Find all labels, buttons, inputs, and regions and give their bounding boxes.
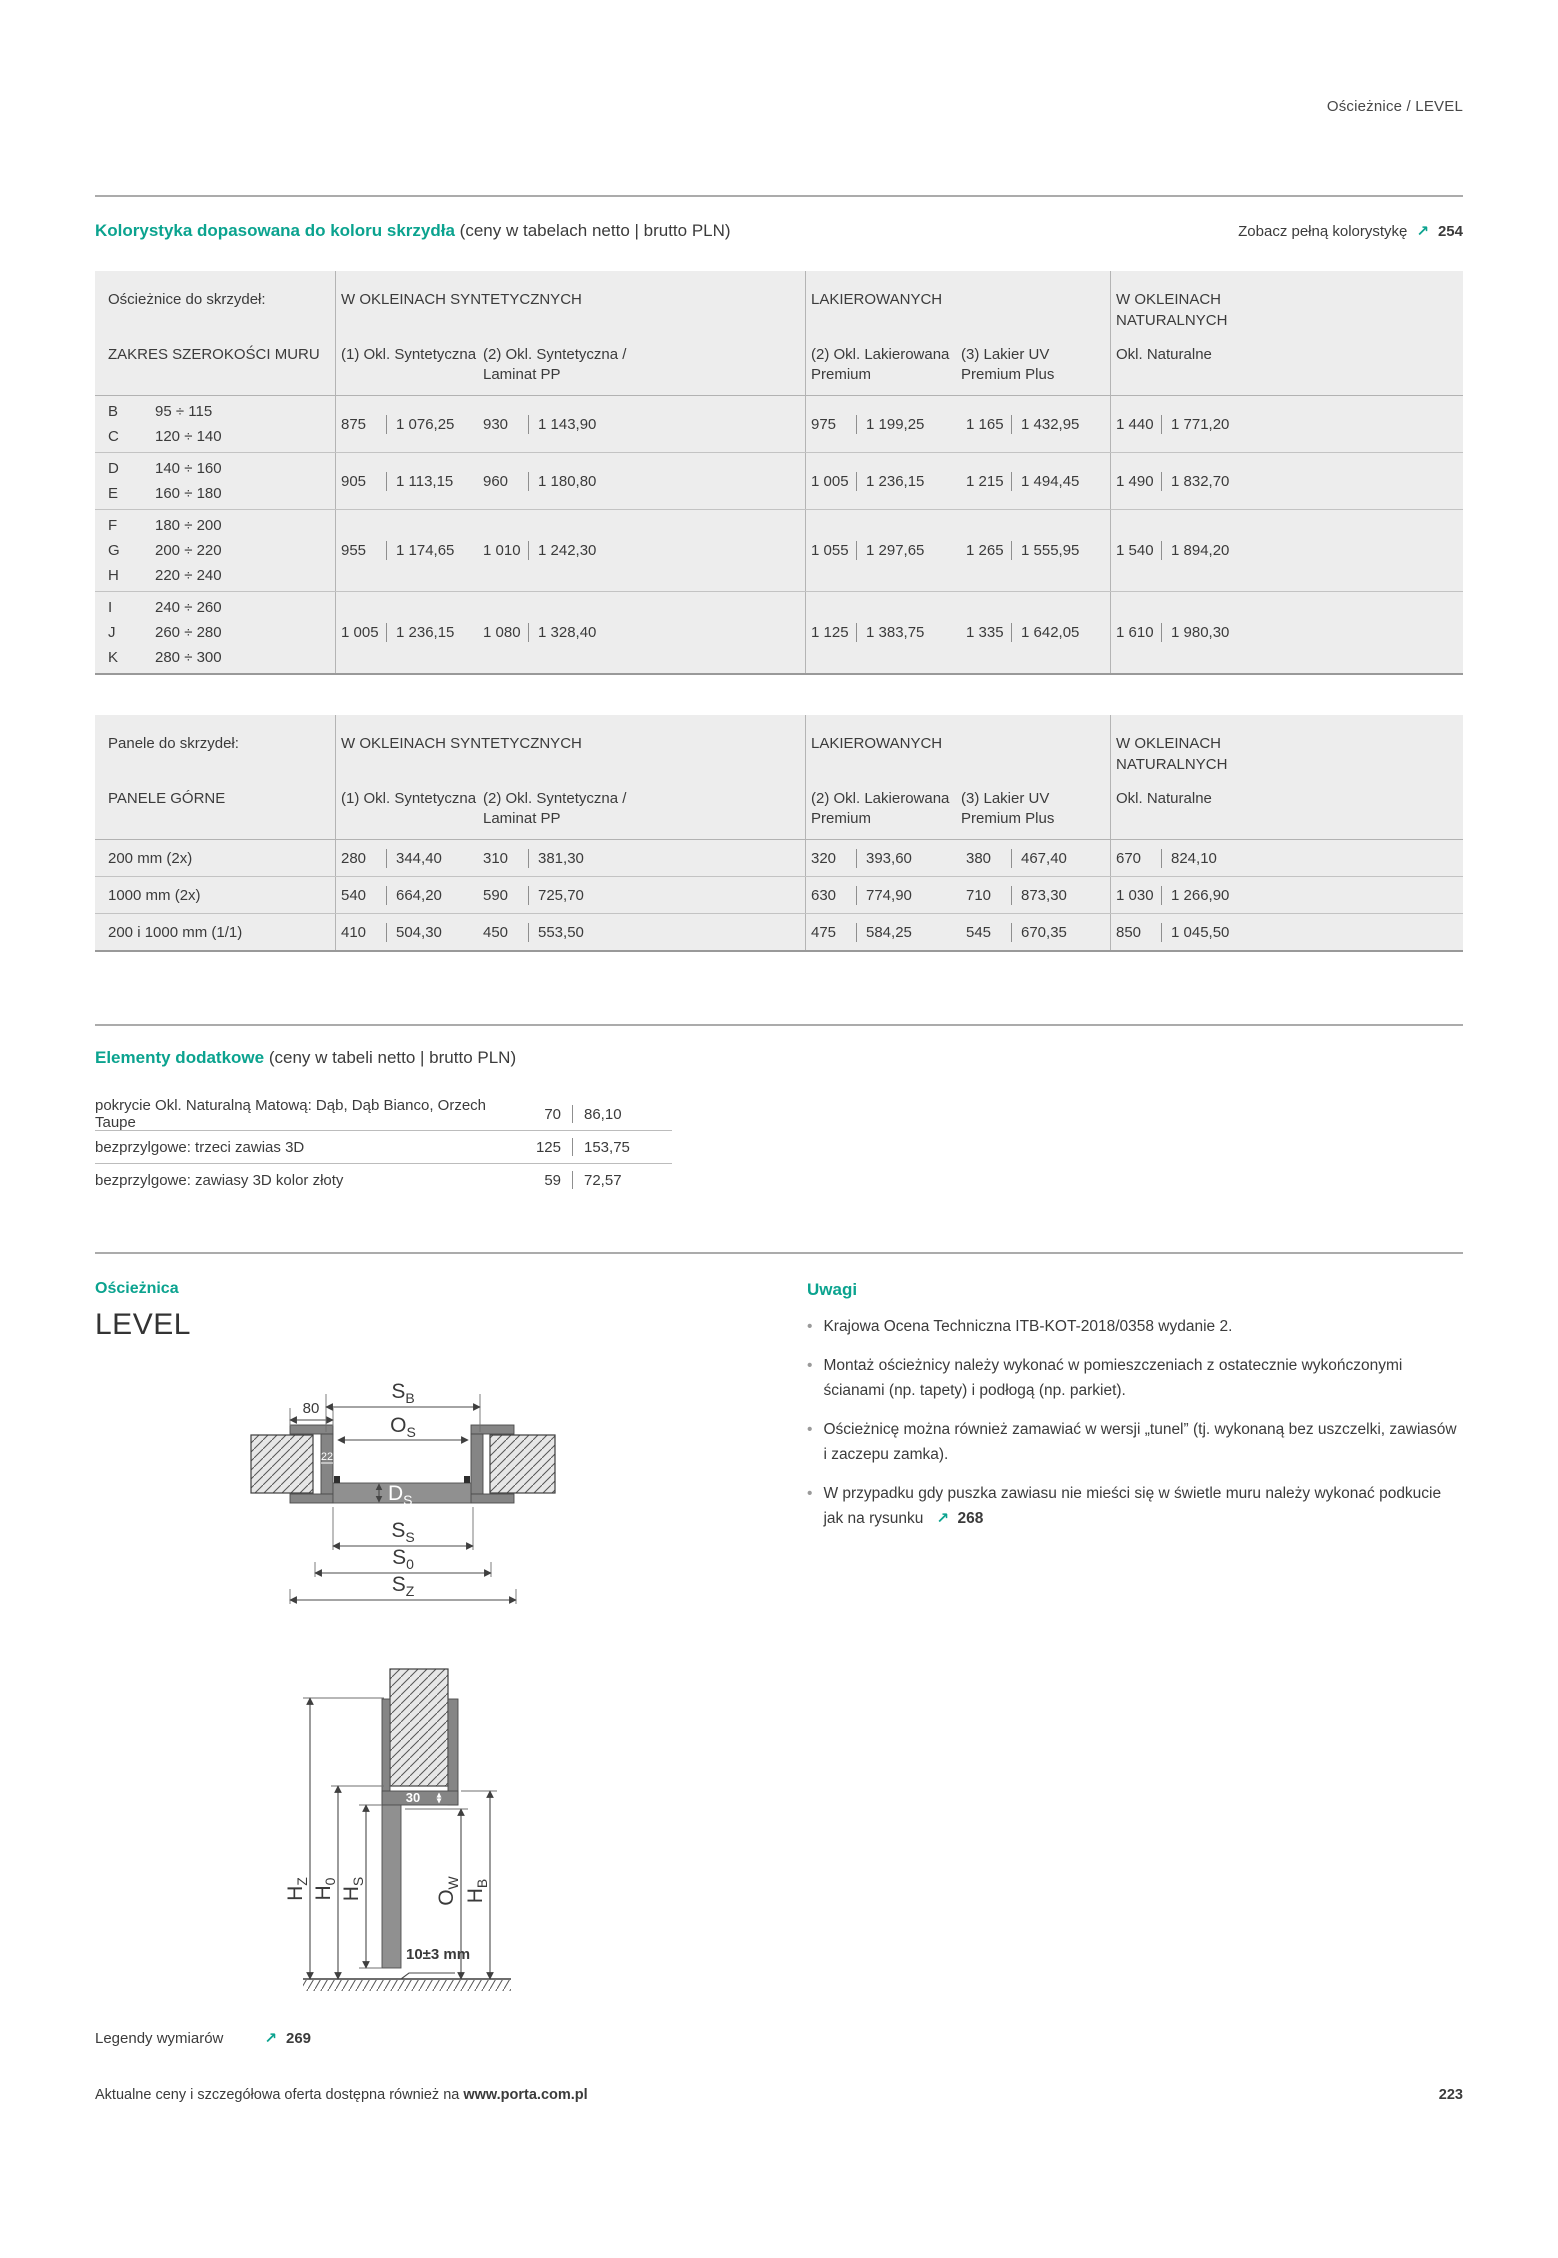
notes-column	[807, 1280, 1463, 2047]
extras-title-subtext: (ceny w tabeli netto | brutto PLN)	[268, 1048, 517, 1067]
svg-text:80: 80	[302, 1400, 320, 1417]
note-item	[807, 1353, 1463, 1403]
arrow-ne-icon: ↗	[936, 1510, 949, 1527]
price-cell: 630 774,90	[811, 886, 912, 904]
extras-title-text: Elementy dodatkowe	[95, 1048, 265, 1067]
wall-right	[490, 1435, 555, 1493]
svg-text:S0: $S_0$	[392, 1546, 414, 1572]
price-cell: 1 055 1 297,65	[811, 542, 925, 559]
price-cell: 1 005 1 236,15	[341, 624, 455, 641]
frames-header-group-natural	[1110, 271, 1463, 395]
table-row	[95, 591, 1463, 673]
dim-hz	[284, 1698, 384, 1979]
bullet-icon: •	[807, 1357, 813, 1374]
frames-price-table	[95, 271, 1463, 675]
col-natural: Okl. Naturalne	[1116, 346, 1212, 363]
size-letter: E	[108, 485, 119, 502]
size-letter: H	[108, 567, 119, 584]
svg-text:SZ: $S_Z$	[391, 1573, 415, 1599]
divider-top	[95, 195, 1463, 197]
extras-netto: 59	[544, 1171, 561, 1189]
table-row	[95, 509, 1463, 591]
price-divider	[572, 1105, 573, 1123]
panel-label: 1000 mm (2x)	[108, 886, 201, 904]
size-range: 140 ÷ 160	[155, 460, 222, 477]
price-cell: 905 1 113,15	[341, 472, 454, 490]
panels-header-group-lacquered	[805, 715, 1110, 839]
wall-left	[251, 1435, 313, 1493]
col-lacquered-premium: (2) Okl. Lakierowana Premium	[811, 346, 950, 383]
breadcrumb: Ościeżnice / LEVEL	[1326, 98, 1463, 115]
size-letter: B	[108, 403, 119, 420]
size-range: 240 ÷ 260	[155, 599, 222, 616]
price-cell: 1 265 1 555,95	[966, 542, 1080, 559]
floor	[303, 1979, 511, 1991]
legend-label[interactable]: Legendy wymiarów	[95, 2030, 224, 2047]
extras-label: pokrycie Okl. Naturalną Matową: Dąb, Dąb Bianco, Orzech Taupe	[95, 1097, 487, 1131]
price-cell: 850 1 045,50	[1116, 923, 1230, 941]
see-full-colors-label[interactable]: Zobacz pełną kolorystykę	[1238, 223, 1408, 240]
frames-header-label	[95, 271, 335, 395]
price-cell: 1 215 1 494,45	[966, 472, 1080, 490]
price-cell: 1 030 1 266,90	[1116, 886, 1230, 904]
size-range: 95 ÷ 115	[155, 403, 213, 420]
extras-table	[95, 1098, 672, 1196]
colors-title-subtext: (ceny w tabelach netto | brutto PLN)	[459, 221, 731, 240]
price-cell: 975 1 199,25	[811, 415, 925, 433]
table-row	[95, 876, 1463, 913]
extras-brutto: 72,57	[584, 1171, 622, 1189]
frames-header-title: Ościeżnice do skrzydeł:	[108, 291, 266, 308]
see-full-colors-link[interactable]	[1238, 222, 1463, 240]
footer-site-link[interactable]: www.porta.com.pl	[463, 2087, 588, 2103]
extras-netto: 70	[544, 1105, 561, 1123]
price-cell: 875 1 076,25	[341, 415, 455, 433]
note-ref-link[interactable]	[928, 1510, 984, 1527]
see-full-colors-page[interactable]: 254	[1437, 223, 1463, 240]
svg-text:HB: $H_B$	[464, 1878, 490, 1904]
price-cell: 1 490 1 832,70	[1116, 472, 1230, 490]
panel-label: 200 i 1000 mm (1/1)	[108, 923, 243, 941]
size-range: 280 ÷ 300	[155, 649, 222, 666]
panels-header-group-natural	[1110, 715, 1463, 839]
frames-header-group-synthetic	[335, 271, 805, 395]
price-cell: 1 080 1 328,40	[483, 624, 597, 641]
price-cell: 410 504,30	[341, 923, 442, 941]
frames-table-header	[95, 271, 1463, 396]
note-text: Montaż ościeżnicy należy wykonać w pomieszczeniach z ostatecznie wykończonymi ścianami (np. tapety) i podłogą (np. parkiet).	[823, 1357, 1403, 1399]
price-cell: 1 165 1 432,95	[966, 415, 1080, 433]
price-cell: 1 010 1 242,30	[483, 542, 597, 559]
group-synthetic-title: W OKLEINACH SYNTETYCZNYCH	[341, 291, 582, 308]
svg-text:SS: $S_S$	[391, 1519, 415, 1545]
panels-header-label	[95, 715, 335, 839]
dim-floor-gap	[401, 1946, 470, 1979]
svg-text:H0: $H_0$	[312, 1877, 338, 1901]
col-synthetic-2: (2) Okl. Syntetyczna / Laminat PP	[483, 346, 627, 383]
dim-hs	[340, 1805, 382, 1968]
legend-page[interactable]: 269	[285, 2030, 312, 2047]
dimension-legend-link[interactable]	[95, 2029, 807, 2047]
col-synthetic-1: (1) Okl. Syntetyczna	[341, 346, 477, 363]
svg-text:OS: $O_S$	[390, 1414, 416, 1440]
col-lacquer-uv: (3) Lakier UV Premium Plus	[961, 346, 1055, 383]
price-cell: 1 540 1 894,20	[1116, 542, 1230, 559]
size-range: 200 ÷ 220	[155, 542, 222, 559]
size-range: 120 ÷ 140	[155, 428, 222, 445]
extras-netto: 125	[535, 1138, 561, 1156]
footer-prefix: Aktualne ceny i szczegółowa oferta dostępna również na	[95, 2087, 464, 2103]
extras-label: bezprzylgowe: trzeci zawias 3D	[95, 1138, 305, 1156]
panels-table-header	[95, 715, 1463, 840]
panels-header-sub: PANELE GÓRNE	[108, 790, 226, 807]
divider-extras	[95, 1024, 1463, 1026]
extras-label: bezprzylgowe: zawiasy 3D kolor złoty	[95, 1171, 344, 1189]
extras-row	[95, 1098, 672, 1131]
size-range: 180 ÷ 200	[155, 517, 222, 534]
arrow-ne-icon: ↗	[264, 2030, 277, 2047]
size-range: 260 ÷ 280	[155, 624, 222, 641]
size-letter: C	[108, 428, 119, 445]
colors-section-header	[95, 221, 1463, 241]
dim-sz	[290, 1573, 516, 1604]
panel-label: 200 mm (2x)	[108, 849, 193, 867]
arrow-ne-icon: ↗	[1416, 223, 1429, 240]
group-natural-title: W OKLEINACH NATURALNYCH	[1116, 735, 1228, 773]
frame-name: LEVEL	[95, 1308, 191, 1341]
price-cell: 590 725,70	[483, 886, 584, 904]
svg-text:22: 22	[320, 1451, 334, 1463]
price-cell: 310 381,30	[483, 849, 584, 867]
extras-brutto: 153,75	[584, 1138, 630, 1156]
dim-ss	[333, 1507, 473, 1550]
col-lacquered-premium: (2) Okl. Lakierowana Premium	[811, 790, 950, 827]
table-row	[95, 396, 1463, 452]
svg-text:SB: $S_B$	[391, 1380, 415, 1406]
dim-22	[321, 1451, 333, 1463]
svg-text:OW: $O_W$	[435, 1876, 461, 1906]
frames-header-sub: ZAKRES SZEROKOŚCI MURU	[108, 346, 320, 363]
col-lacquer-uv: (3) Lakier UV Premium Plus	[961, 790, 1055, 827]
svg-text:DS: $D_S$	[388, 1482, 413, 1508]
size-letter: F	[108, 517, 118, 534]
price-divider	[572, 1138, 573, 1156]
note-text: Krajowa Ocena Techniczna ITB-KOT-2018/0358 wydanie 2.	[823, 1318, 1233, 1335]
door-leaf	[382, 1805, 401, 1968]
panels-header-title: Panele do skrzydeł:	[108, 735, 239, 752]
price-cell: 1 125 1 383,75	[811, 624, 925, 641]
size-range: 160 ÷ 180	[155, 485, 222, 502]
note-item	[807, 1481, 1463, 1531]
colors-section-title	[95, 221, 731, 241]
table-row	[95, 840, 1463, 876]
panels-header-group-synthetic	[335, 715, 805, 839]
size-letter: D	[108, 460, 119, 477]
price-cell: 955 1 174,65	[341, 542, 455, 559]
col-synthetic-1: (1) Okl. Syntetyczna	[341, 790, 477, 807]
frames-header-group-lacquered	[805, 271, 1110, 395]
frame-vertical-drawing	[203, 1641, 513, 2011]
extras-row	[95, 1131, 672, 1164]
extras-section-title	[95, 1048, 1463, 1068]
size-letter: G	[108, 542, 120, 559]
divider-drawings	[95, 1252, 1463, 1254]
price-cell: 930 1 143,90	[483, 415, 597, 433]
table-row	[95, 913, 1463, 950]
dim-h0	[312, 1786, 384, 1979]
page-number: 223	[1438, 2087, 1463, 2103]
price-cell: 450 553,50	[483, 923, 584, 941]
size-letter: K	[108, 649, 119, 666]
group-lacquered-title: LAKIEROWANYCH	[811, 735, 943, 752]
size-letter: I	[108, 599, 113, 616]
frame-drawing-column	[95, 1280, 807, 2047]
extras-brutto: 86,10	[584, 1105, 622, 1123]
table-row	[95, 452, 1463, 509]
dim-80	[290, 1400, 333, 1426]
note-item	[807, 1417, 1463, 1467]
price-cell: 475 584,25	[811, 923, 912, 941]
size-range: 220 ÷ 240	[155, 567, 222, 584]
group-natural-title: W OKLEINACH NATURALNYCH	[1116, 291, 1228, 329]
panels-price-table	[95, 715, 1463, 952]
size-letter: J	[108, 624, 116, 641]
price-cell: 380 467,40	[966, 849, 1067, 867]
footer-text	[95, 2087, 588, 2103]
svg-text:HS: $H_S$	[340, 1876, 366, 1902]
col-natural: Okl. Naturalne	[1116, 790, 1212, 807]
price-cell: 1 005 1 236,15	[811, 472, 925, 490]
price-cell: 280 344,40	[341, 849, 442, 867]
svg-text:30: 30	[405, 1790, 421, 1805]
svg-text:10±3 mm: 10±3 mm	[406, 1946, 471, 1963]
price-cell: 545 670,35	[966, 923, 1067, 941]
colors-title-text: Kolorystyka dopasowana do koloru skrzydła	[95, 221, 455, 240]
price-divider	[572, 1171, 573, 1189]
wall-top	[390, 1669, 448, 1786]
price-cell: 1 440 1 771,20	[1116, 415, 1230, 433]
price-cell: 320 393,60	[811, 849, 912, 867]
dim-os	[338, 1414, 468, 1440]
note-text: Ościeżnicę można również zamawiać w wersji „tunel” (tj. wykonaną bez uszczelki, zawiasów i zaczepu zamka).	[823, 1421, 1457, 1463]
note-text: W przypadku gdy puszka zawiasu nie mieści się w świetle muru należy wykonać podkucie jak na rysunku ↗ 268	[823, 1485, 1442, 1527]
page-footer	[95, 2087, 1463, 2103]
price-cell: 1 335 1 642,05	[966, 624, 1080, 641]
bullet-icon: •	[807, 1318, 813, 1335]
svg-text:HZ: $H_Z$	[284, 1877, 310, 1901]
bullet-icon: •	[807, 1421, 813, 1438]
frame-eyebrow: Ościeżnica	[95, 1280, 179, 1297]
group-synthetic-title: W OKLEINACH SYNTETYCZNYCH	[341, 735, 582, 752]
extras-row	[95, 1164, 672, 1196]
note-item	[807, 1314, 1463, 1339]
price-cell: 540 664,20	[341, 886, 442, 904]
frame-plan-drawing	[173, 1350, 563, 1635]
col-synthetic-2: (2) Okl. Syntetyczna / Laminat PP	[483, 790, 627, 827]
price-cell: 670 824,10	[1116, 849, 1217, 867]
price-cell: 960 1 180,80	[483, 472, 597, 490]
note-ref-page[interactable]: 268	[957, 1510, 984, 1527]
bullet-icon: •	[807, 1485, 813, 1502]
group-lacquered-title: LAKIEROWANYCH	[811, 291, 943, 308]
notes-title: Uwagi	[807, 1280, 858, 1299]
price-cell: 1 610 1 980,30	[1116, 624, 1230, 641]
price-cell: 710 873,30	[966, 886, 1067, 904]
